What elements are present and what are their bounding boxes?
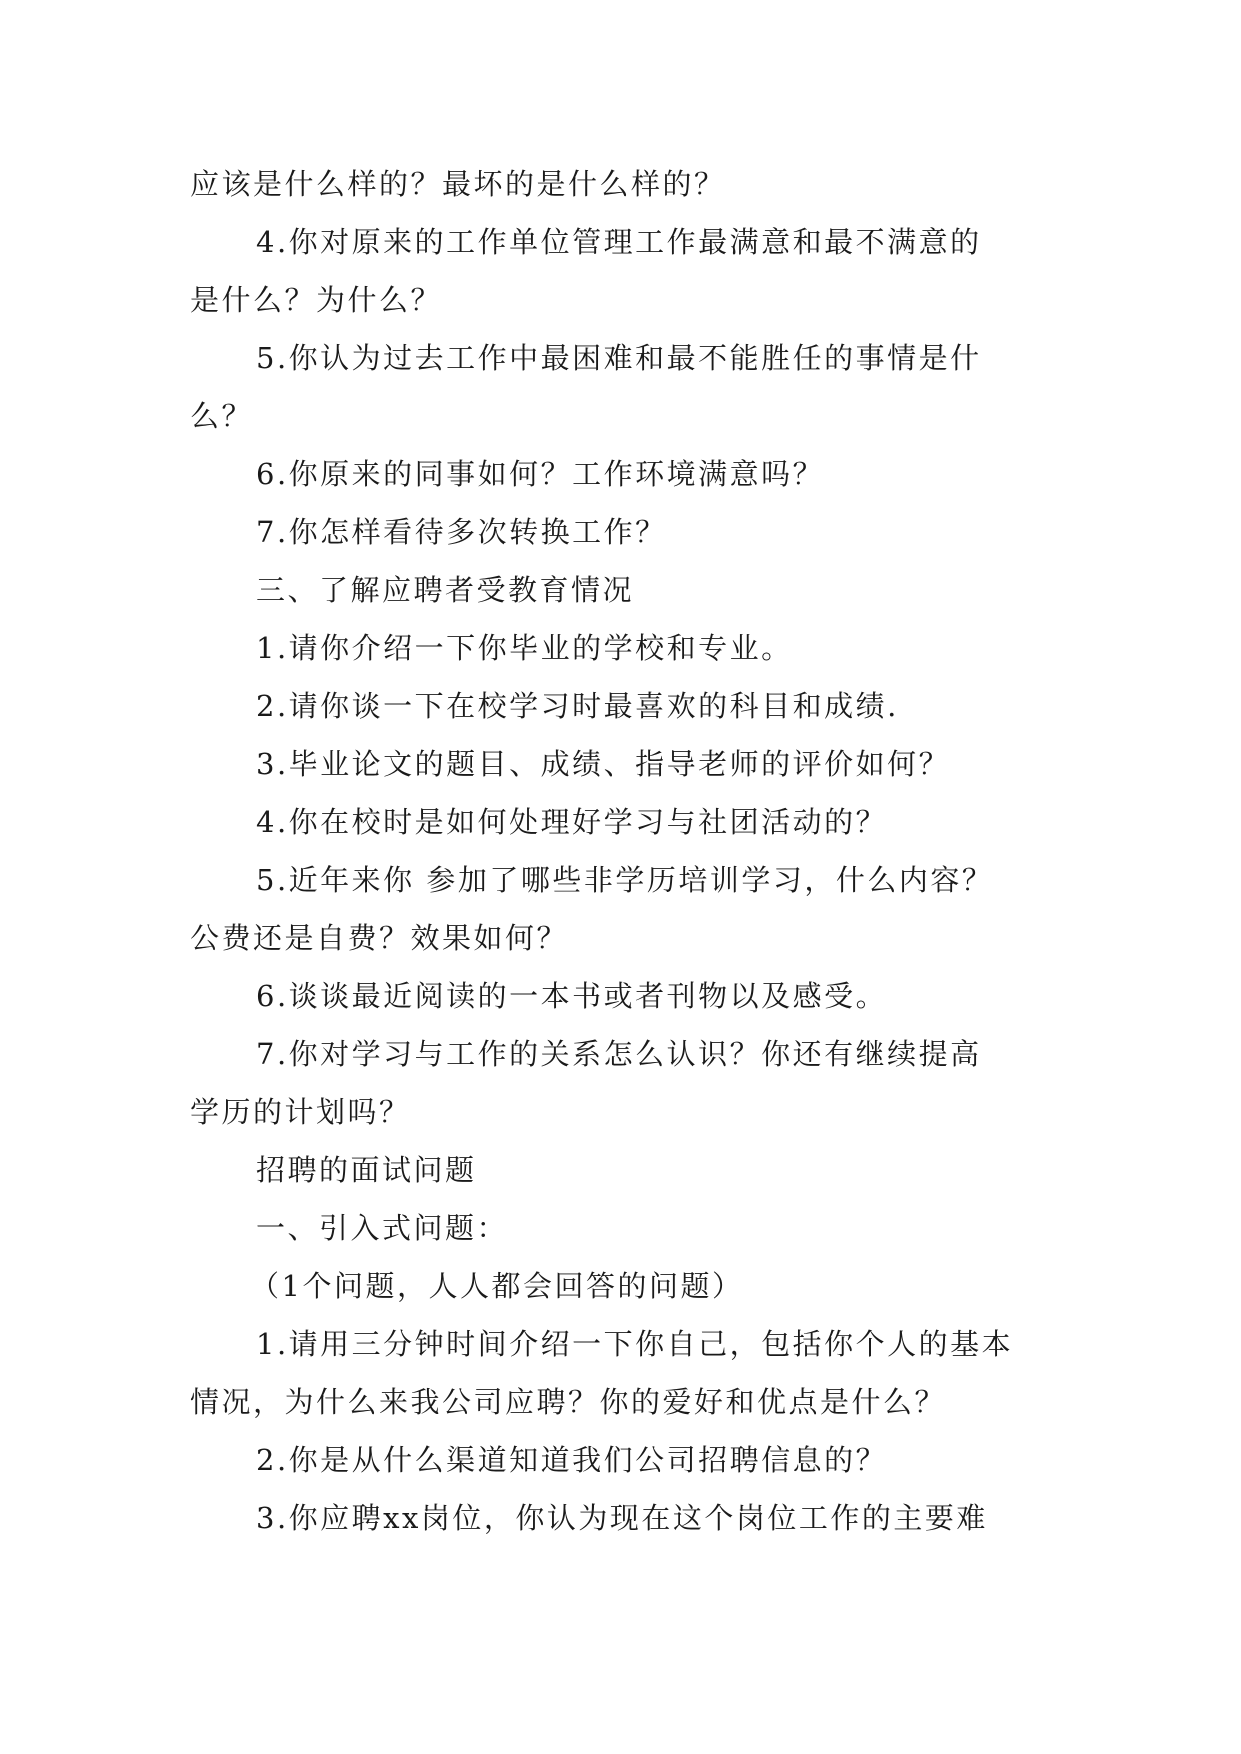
text-line: （1个问题，人人都会回答的问题） [250,1269,744,1303]
text-line: 4.你在校时是如何处理好学习与社团活动的？ [256,805,888,839]
text-line: 4.你对原来的工作单位管理工作最满意和最不满意的 [256,225,982,259]
text-line: 6.谈谈最近阅读的一本书或者刊物以及感受。 [256,979,888,1013]
text-line: 么？ [190,399,254,433]
text-line: 7.你怎样看待多次转换工作？ [256,515,667,549]
text-line: 公费还是自费？效果如何？ [190,921,569,955]
text-line: 1.请你介绍一下你毕业的学校和专业。 [256,631,793,665]
text-line: 6.你原来的同事如何？工作环境满意吗？ [256,457,825,491]
text-line: 学历的计划吗？ [190,1095,411,1129]
text-line: 5.近年来你 参加了哪些非学历培训学习，什么内容？ [256,863,994,897]
text-line: 情况，为什么来我公司应聘？你的爱好和优点是什么？ [190,1385,947,1419]
text-line: 3.你应聘xx岗位，你认为现在这个岗位工作的主要难 [256,1501,988,1535]
text-line: 3.毕业论文的题目、成绩、指导老师的评价如何？ [256,747,951,781]
text-line: 2.请你谈一下在校学习时最喜欢的科目和成绩. [256,689,899,723]
section-heading: 一、引入式问题： [256,1211,509,1245]
text-line: 是什么？为什么？ [190,283,443,317]
section-heading: 招聘的面试问题 [256,1153,477,1187]
text-line: 应该是什么样的？最坏的是什么样的？ [190,167,726,201]
text-line: 2.你是从什么渠道知道我们公司招聘信息的？ [256,1443,888,1477]
text-line: 1.请用三分钟时间介绍一下你自己，包括你个人的基本 [256,1327,1014,1361]
text-line: 7.你对学习与工作的关系怎么认识？你还有继续提高 [256,1037,982,1071]
section-heading: 三、了解应聘者受教育情况 [256,573,635,607]
text-line: 5.你认为过去工作中最困难和最不能胜任的事情是什 [256,341,982,375]
